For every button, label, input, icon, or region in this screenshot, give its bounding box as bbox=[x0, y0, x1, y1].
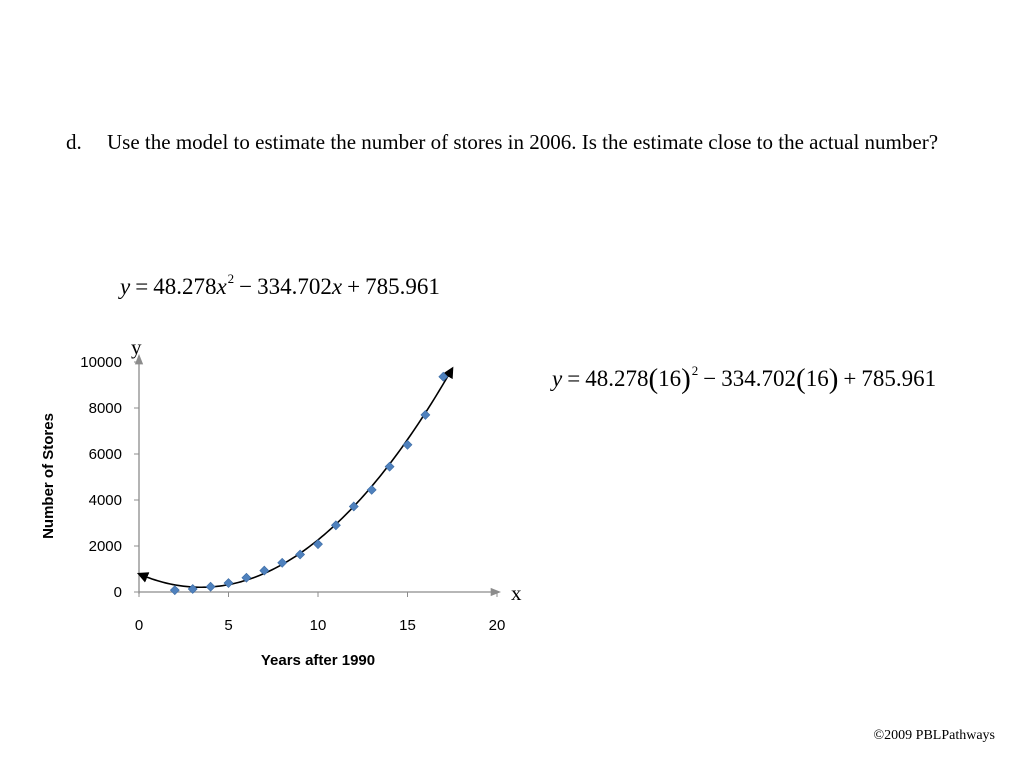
eval-right-paren: ) bbox=[681, 363, 691, 395]
data-point bbox=[224, 579, 233, 588]
eval-coef-c: 785.961 bbox=[861, 366, 937, 391]
eval-x-value: 16 bbox=[658, 366, 682, 391]
data-point bbox=[403, 440, 412, 449]
eval-coef-a: 48.278 bbox=[585, 366, 649, 391]
eq-exponent: 2 bbox=[227, 271, 235, 286]
question bbox=[66, 127, 946, 158]
y-tick-label: 8000 bbox=[88, 400, 122, 417]
x-tick-label: 20 bbox=[488, 617, 506, 634]
x-ticks bbox=[135, 592, 506, 634]
scatter-chart bbox=[0, 330, 563, 680]
eval-y: y bbox=[552, 366, 563, 391]
x-axis-letter: x bbox=[511, 581, 522, 605]
y-tick-label: 2000 bbox=[88, 538, 122, 555]
eq-plus: + bbox=[347, 274, 361, 299]
eq-coef-a: 48.278 bbox=[153, 274, 217, 299]
eval-left-paren: ( bbox=[648, 363, 659, 395]
y-tick-label: 10000 bbox=[80, 354, 122, 371]
y-ticks bbox=[80, 354, 139, 601]
data-point bbox=[260, 566, 269, 575]
evaluated-equation bbox=[552, 363, 936, 396]
eval-equals: = bbox=[567, 366, 581, 391]
data-point bbox=[314, 540, 323, 549]
x-tick-label: 5 bbox=[224, 617, 233, 634]
eq-equals: = bbox=[135, 274, 149, 299]
x-tick-label: 15 bbox=[399, 617, 416, 634]
eq-coef-c: 785.961 bbox=[365, 274, 440, 299]
data-point bbox=[170, 586, 179, 595]
eval-left-paren: ( bbox=[796, 363, 806, 395]
y-tick-label: 0 bbox=[113, 584, 122, 601]
y-tick-label: 6000 bbox=[88, 446, 122, 463]
y-axis-letter: y bbox=[131, 335, 142, 359]
data-point bbox=[206, 582, 215, 591]
question-text: Use the model to estimate the number of stores in 2006. Is the estimate close to the actual number? bbox=[107, 130, 939, 154]
eval-coef-b: 334.702 bbox=[721, 366, 797, 391]
eval-right-paren: ) bbox=[828, 363, 839, 395]
copyright-footer: ©2009 PBLPathways bbox=[873, 728, 995, 743]
x-tick-label: 10 bbox=[309, 617, 327, 634]
data-points bbox=[170, 372, 448, 594]
y-tick-label: 4000 bbox=[88, 492, 122, 509]
x-tick-label: 0 bbox=[134, 617, 144, 634]
eq-y: y bbox=[120, 274, 131, 299]
chart-axes bbox=[80, 354, 505, 634]
model-equation bbox=[120, 271, 440, 300]
eval-minus: − bbox=[703, 366, 717, 391]
data-point bbox=[385, 462, 394, 471]
eval-exponent: 2 bbox=[691, 363, 699, 378]
x-axis-title: Years after 1990 bbox=[260, 652, 376, 669]
y-axis-title: Number of Stores bbox=[40, 413, 57, 539]
eq-x: x bbox=[216, 274, 227, 299]
data-point bbox=[367, 485, 376, 494]
eq-coef-b: 334.702 bbox=[257, 274, 332, 299]
eq-minus: − bbox=[239, 274, 253, 299]
eval-plus: + bbox=[843, 366, 857, 391]
eq-x: x bbox=[331, 274, 343, 299]
eval-x-value: 16 bbox=[805, 366, 829, 391]
question-marker: d. bbox=[66, 130, 82, 154]
